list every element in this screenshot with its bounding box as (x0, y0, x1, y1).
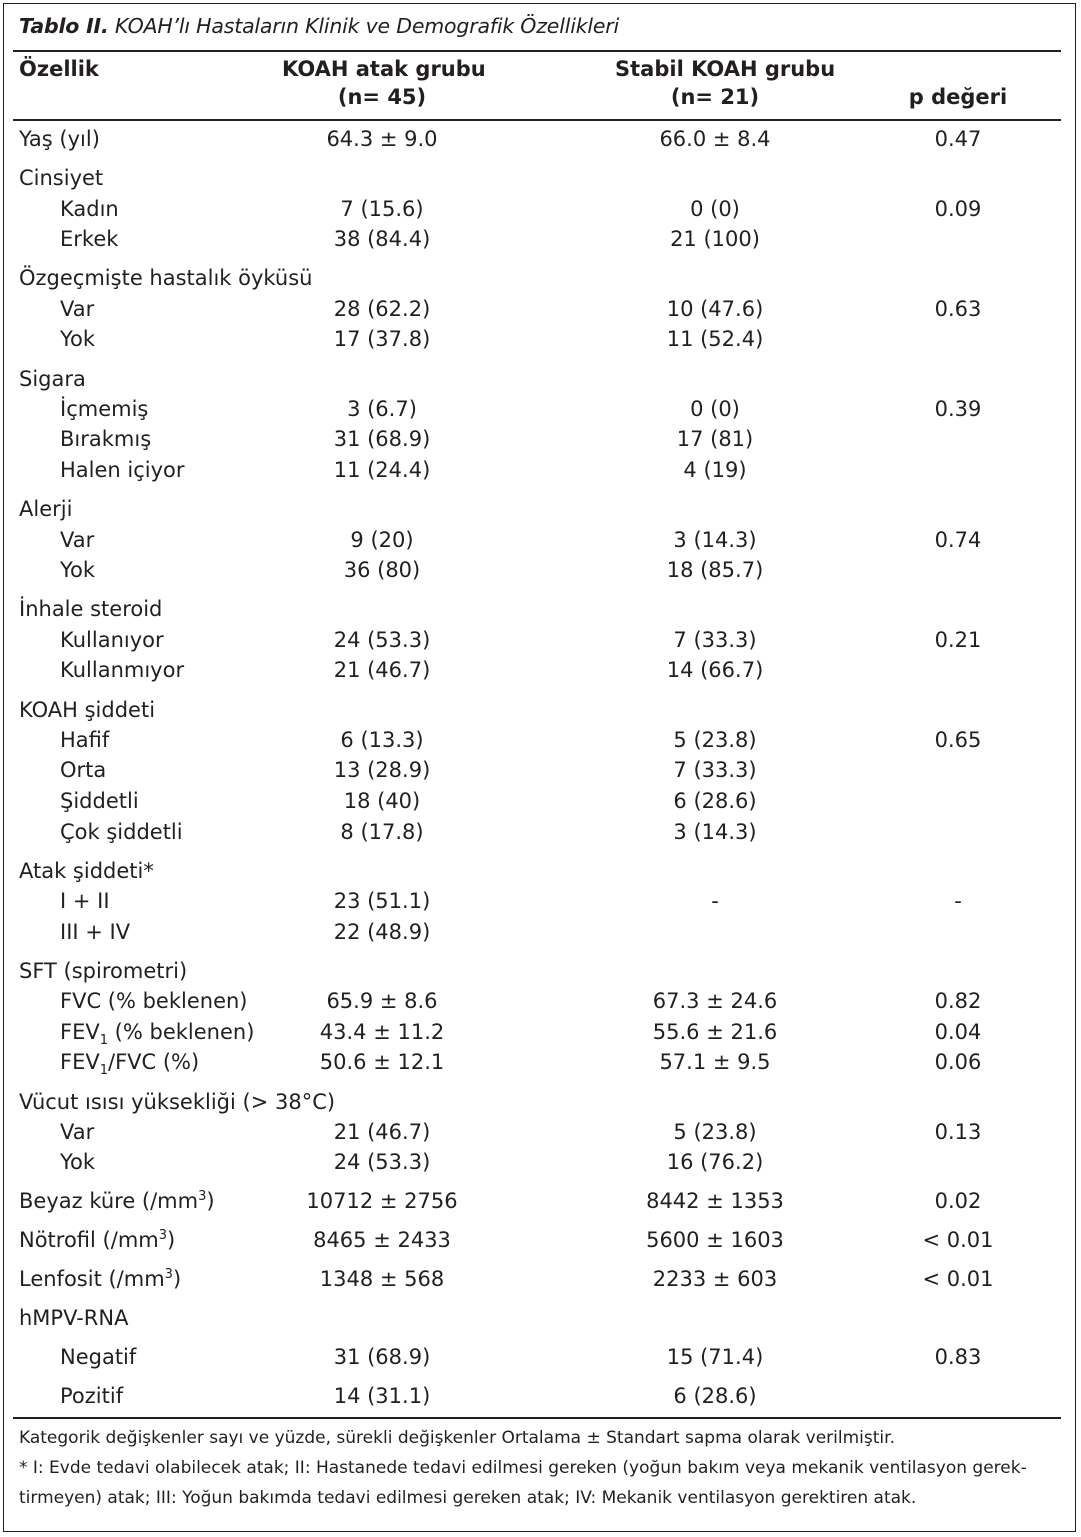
table-row (0, 1306, 1081, 1336)
group1-value: 64.3 ± 9.0 (326, 127, 438, 151)
table-row (0, 989, 1081, 1019)
footnote-3: tirmeyen) atak; III: Yoğun bakımda tedavi edilmesi gereken atak; IV: Mekanik ventilasyon gerektiren atak. (19, 1488, 917, 1508)
table-row (0, 597, 1081, 627)
group1-value: 8 (17.8) (340, 820, 424, 844)
row-label: Şiddetli (60, 789, 139, 813)
group1-value: 43.4 ± 11.2 (319, 1020, 445, 1044)
group1-value: 9 (20) (350, 528, 414, 552)
group2-value: 18 (85.7) (666, 558, 764, 582)
row-label: FVC (% beklenen) (60, 989, 248, 1013)
footnote-1: Kategorik değişkenler sayı ve yüzde, sürekli değişkenler Ortalama ± Standart sapma olarak verilmiştir. (19, 1428, 895, 1448)
table-caption (19, 14, 619, 38)
group2-value: 5 (23.8) (673, 1120, 757, 1144)
row-label: Orta (60, 758, 107, 782)
group2-value: 7 (33.3) (673, 758, 757, 782)
p-value: 0.47 (934, 127, 982, 151)
table-row (0, 327, 1081, 357)
row-label: KOAH şiddeti (19, 698, 156, 722)
row-label: Pozitif (60, 1384, 124, 1408)
table-row (0, 1050, 1081, 1080)
group1-value: 31 (68.9) (333, 427, 431, 451)
table-row (0, 889, 1081, 919)
table-row (0, 458, 1081, 488)
row-label: Yok (60, 327, 96, 351)
group1-value: 8465 ± 2433 (313, 1228, 451, 1252)
row-label: Negatif (60, 1345, 137, 1369)
group1-value: 50.6 ± 12.1 (319, 1050, 445, 1074)
row-label: $FEV_1$/FVC (%) (60, 1050, 200, 1078)
p-value: 0.02 (934, 1189, 982, 1213)
header-group1-line1: KOAH atak grubu (282, 57, 486, 81)
group2-value: 4 (19) (683, 458, 747, 482)
group1-value: 65.9 ± 8.6 (326, 989, 438, 1013)
row-label: Erkek (60, 227, 119, 251)
p-value: < 0.01 (922, 1228, 994, 1252)
row-label: İçmemiş (60, 397, 149, 421)
table-row (0, 1267, 1081, 1297)
row-label: Çok şiddetli (60, 820, 183, 844)
header-pvalue: p değeri (908, 85, 1008, 109)
group2-value: 10 (47.6) (666, 297, 764, 321)
group2-value: 5 (23.8) (673, 728, 757, 752)
table-row (0, 266, 1081, 296)
p-value: 0.06 (934, 1050, 982, 1074)
row-label: III + IV (60, 920, 131, 944)
p-value: 0.04 (934, 1020, 982, 1044)
group2-value: 16 (76.2) (666, 1150, 764, 1174)
row-label: Yok (60, 1150, 96, 1174)
group2-value: 6 (28.6) (673, 789, 757, 813)
group2-value: 15 (71.4) (666, 1345, 764, 1369)
group2-value: 14 (66.7) (666, 658, 764, 682)
group2-value: 0 (0) (690, 197, 740, 221)
row-label: Kadın (60, 197, 119, 221)
header-feature: Özellik (19, 57, 99, 81)
row-label: Var (60, 1120, 95, 1144)
table-row (0, 227, 1081, 257)
table-row (0, 859, 1081, 889)
row-label: Lenfosit $(/mm^3)$ (19, 1267, 182, 1291)
footer-rule (13, 1417, 1061, 1419)
group1-value: 11 (24.4) (333, 458, 431, 482)
group1-value: 7 (15.6) (340, 197, 424, 221)
group1-value: 36 (80) (343, 558, 421, 582)
row-label: Bırakmış (60, 427, 152, 451)
row-label: Cinsiyet (19, 166, 104, 190)
p-value: - (954, 889, 962, 913)
p-value: 0.65 (934, 728, 982, 752)
group1-value: 6 (13.3) (340, 728, 424, 752)
table-row (0, 497, 1081, 527)
group1-value: 21 (46.7) (333, 1120, 431, 1144)
group2-value: 21 (100) (670, 227, 760, 251)
group1-value: 18 (40) (343, 789, 421, 813)
table-row (0, 127, 1081, 157)
table-row (0, 789, 1081, 819)
group1-value: 24 (53.3) (333, 1150, 431, 1174)
table-row (0, 427, 1081, 457)
row-label: Beyaz küre $(/mm^3)$ (19, 1189, 215, 1213)
table-row (0, 297, 1081, 327)
p-value: 0.13 (934, 1120, 982, 1144)
group1-value: 24 (53.3) (333, 628, 431, 652)
group2-value: 3 (14.3) (673, 528, 757, 552)
header-group2-line2: (n= 21) (670, 85, 760, 109)
row-label: Alerji (19, 497, 73, 521)
caption-text: KOAH’lı Hastaların Klinik ve Demografik Özellikleri (108, 14, 620, 38)
row-label: Halen içiyor (60, 458, 185, 482)
table-row (0, 959, 1081, 989)
table-row (0, 820, 1081, 850)
p-value: 0.74 (934, 528, 982, 552)
table-row (0, 698, 1081, 728)
group1-value: 13 (28.9) (333, 758, 431, 782)
p-value: 0.63 (934, 297, 982, 321)
table-row (0, 1020, 1081, 1050)
caption-label: Tablo II. (19, 14, 109, 38)
table-row (0, 1189, 1081, 1219)
row-label: Var (60, 297, 95, 321)
group2-value: 7 (33.3) (673, 628, 757, 652)
table-row (0, 1384, 1081, 1414)
table-row (0, 628, 1081, 658)
row-label: Kullanıyor (60, 628, 164, 652)
table-row (0, 1150, 1081, 1180)
p-value: 0.39 (934, 397, 982, 421)
table-row (0, 758, 1081, 788)
group1-value: 38 (84.4) (333, 227, 431, 251)
table-row (0, 1120, 1081, 1150)
row-label: Sigara (19, 367, 86, 391)
group2-value: 6 (28.6) (673, 1384, 757, 1408)
group1-value: 23 (51.1) (333, 889, 431, 913)
table-row (0, 166, 1081, 196)
table-row (0, 658, 1081, 688)
row-label: Hafif (60, 728, 110, 752)
row-label: Atak şiddeti* (19, 859, 154, 883)
group1-value: 31 (68.9) (333, 1345, 431, 1369)
table-row (0, 1090, 1081, 1120)
table-row (0, 728, 1081, 758)
row-label: hMPV-RNA (19, 1306, 129, 1330)
row-label: SFT (spirometri) (19, 959, 188, 983)
row-label: Özgeçmişte hastalık öyküsü (19, 266, 313, 290)
p-value: 0.82 (934, 989, 982, 1013)
group2-value: 2233 ± 603 (652, 1267, 778, 1291)
row-label: İnhale steroid (19, 597, 163, 621)
header-top-rule (13, 50, 1061, 52)
header-group2-line1: Stabil KOAH grubu (615, 57, 836, 81)
row-label: Yok (60, 558, 96, 582)
footnote-2: * I: Evde tedavi olabilecek atak; II: Hastanede tedavi edilmesi gereken (yoğun bakım veya mekanik ventilasyon gerek- (19, 1458, 1027, 1478)
table-row (0, 1345, 1081, 1375)
group2-value: 66.0 ± 8.4 (659, 127, 771, 151)
group2-value: 3 (14.3) (673, 820, 757, 844)
table-row (0, 1228, 1081, 1258)
group1-value: 21 (46.7) (333, 658, 431, 682)
group1-value: 28 (62.2) (333, 297, 431, 321)
p-value: 0.09 (934, 197, 982, 221)
header-group1-line2: (n= 45) (337, 85, 427, 109)
table-row (0, 920, 1081, 950)
group2-value: - (711, 889, 719, 913)
group1-value: 22 (48.9) (333, 920, 431, 944)
group2-value: 5600 ± 1603 (646, 1228, 784, 1252)
row-label: I + II (60, 889, 110, 913)
group2-value: 57.1 ± 9.5 (659, 1050, 771, 1074)
group1-value: 1348 ± 568 (319, 1267, 445, 1291)
group2-value: 11 (52.4) (666, 327, 764, 351)
p-value: < 0.01 (922, 1267, 994, 1291)
row-label: Yaş (yıl) (19, 127, 100, 151)
row-label: Vücut ısısı yüksekliği (> 38°C) (19, 1090, 336, 1114)
table-row (0, 197, 1081, 227)
group2-value: 67.3 ± 24.6 (652, 989, 778, 1013)
group2-value: 0 (0) (690, 397, 740, 421)
table-row (0, 558, 1081, 588)
group2-value: 17 (81) (676, 427, 754, 451)
row-label: Kullanmıyor (60, 658, 185, 682)
group1-value: 10712 ± 2756 (306, 1189, 458, 1213)
group2-value: 55.6 ± 21.6 (652, 1020, 778, 1044)
row-label: $FEV_1$ (% beklenen) (60, 1020, 255, 1048)
table-row (0, 528, 1081, 558)
group1-value: 14 (31.1) (333, 1384, 431, 1408)
group1-value: 3 (6.7) (347, 397, 417, 421)
p-value: 0.83 (934, 1345, 982, 1369)
header-bottom-rule (13, 119, 1061, 121)
group1-value: 17 (37.8) (333, 327, 431, 351)
row-label: Var (60, 528, 95, 552)
group2-value: 8442 ± 1353 (646, 1189, 784, 1213)
table-row (0, 367, 1081, 397)
p-value: 0.21 (934, 628, 982, 652)
table-row (0, 397, 1081, 427)
row-label: Nötrofil $(/mm^3)$ (19, 1228, 176, 1252)
